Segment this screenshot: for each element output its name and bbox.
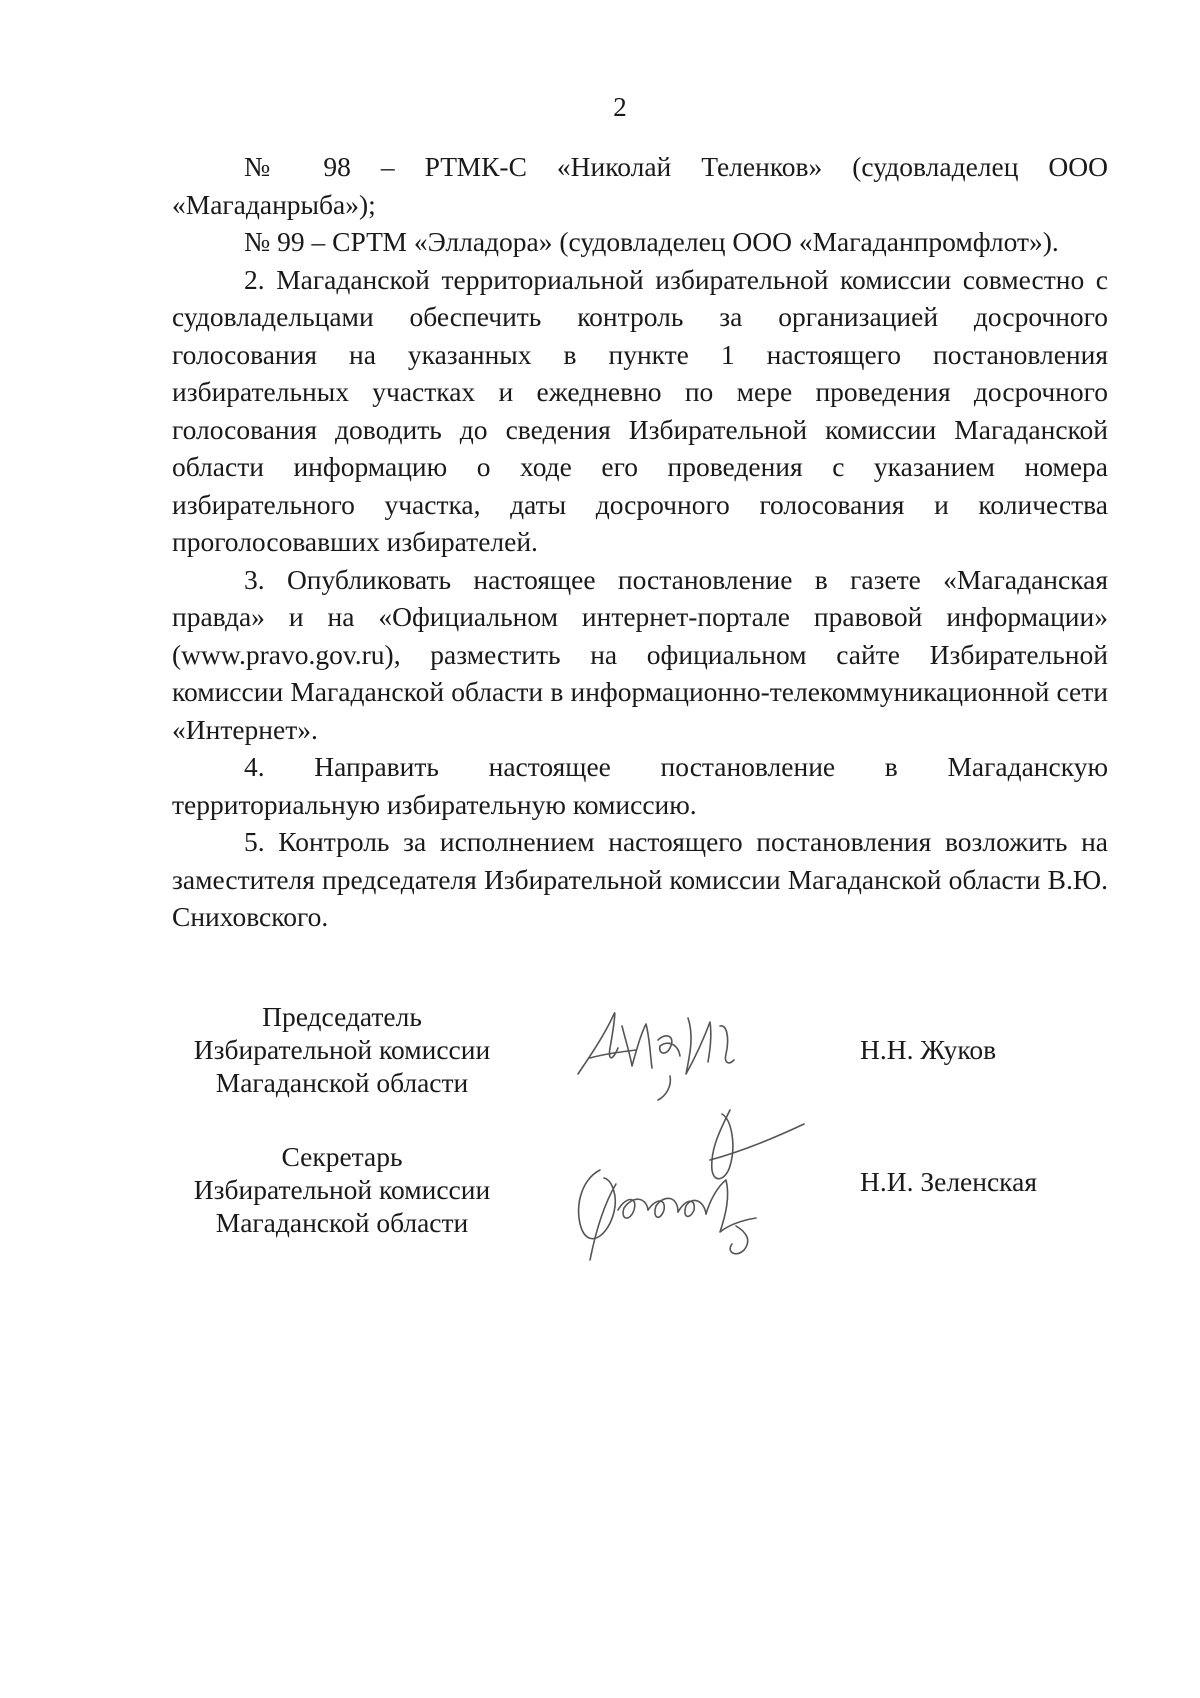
paragraph-item-3: 3. Опубликовать настоящее постановление в газете «Магаданская правда» и на «Официальном интернет-портале правовой информации» (www.pravo.gov.ru), разместить на официальном сайте Избирательной комиссии Магаданской области в информационно-телекоммуникационной сети «Интернет». <box>172 563 1108 745</box>
secretary-name: Н.И. Зеленская <box>860 1166 1037 1197</box>
secretary-title <box>172 1140 512 1239</box>
secretary-title-line: Секретарь <box>281 1141 403 1172</box>
secretary-title-line: Магаданской области <box>215 1207 469 1238</box>
chairman-title-line: Магаданской области <box>215 1067 469 1098</box>
chairman-title <box>172 1000 512 1099</box>
chairman-title-line: Избирательной комиссии <box>193 1034 491 1065</box>
document-body <box>172 148 1108 936</box>
page-number: 2 <box>613 92 627 122</box>
paragraph-item-2: 2. Магаданской территориальной избирательной комиссии совместно с судовладельцами обеспечить контроль за организацией досрочного голосования на указанных в пункте 1 настоящего постановления избирательных участках и ежедневно по мере проведения досрочного голосования доводить до сведения Избирательной комиссии Магаданской области информацию о ходе его проведения с указанием номера избирательного участка, даты досрочного голосования и количества проголосовавших избирателей. <box>172 263 1108 557</box>
signature-section <box>0 1000 1200 1300</box>
secretary-title-line: Избирательной комиссии <box>193 1174 491 1205</box>
paragraph-item-5: 5. Контроль за исполнением настоящего постановления возложить на заместителя председателя Избирательной комиссии Магаданской области В.Ю. Сниховского. <box>172 826 1108 932</box>
paragraph-vessel-98: № 98 – РТМК-С «Николай Теленков» (судовладелец ООО «Магаданрыба»); <box>172 151 1108 220</box>
paragraph-vessel-99: № 99 – СРТМ «Элладора» (судовладелец ООО «Магаданпромфлот»). <box>244 226 1059 257</box>
paragraph-item-4: 4. Направить настоящее постановление в Магаданскую территориальную избирательную комиссию. <box>172 751 1108 820</box>
secretary-signature <box>560 1100 810 1280</box>
chairman-title-line: Председатель <box>262 1001 422 1032</box>
chairman-signature <box>570 996 770 1106</box>
chairman-name: Н.Н. Жуков <box>860 1034 997 1065</box>
